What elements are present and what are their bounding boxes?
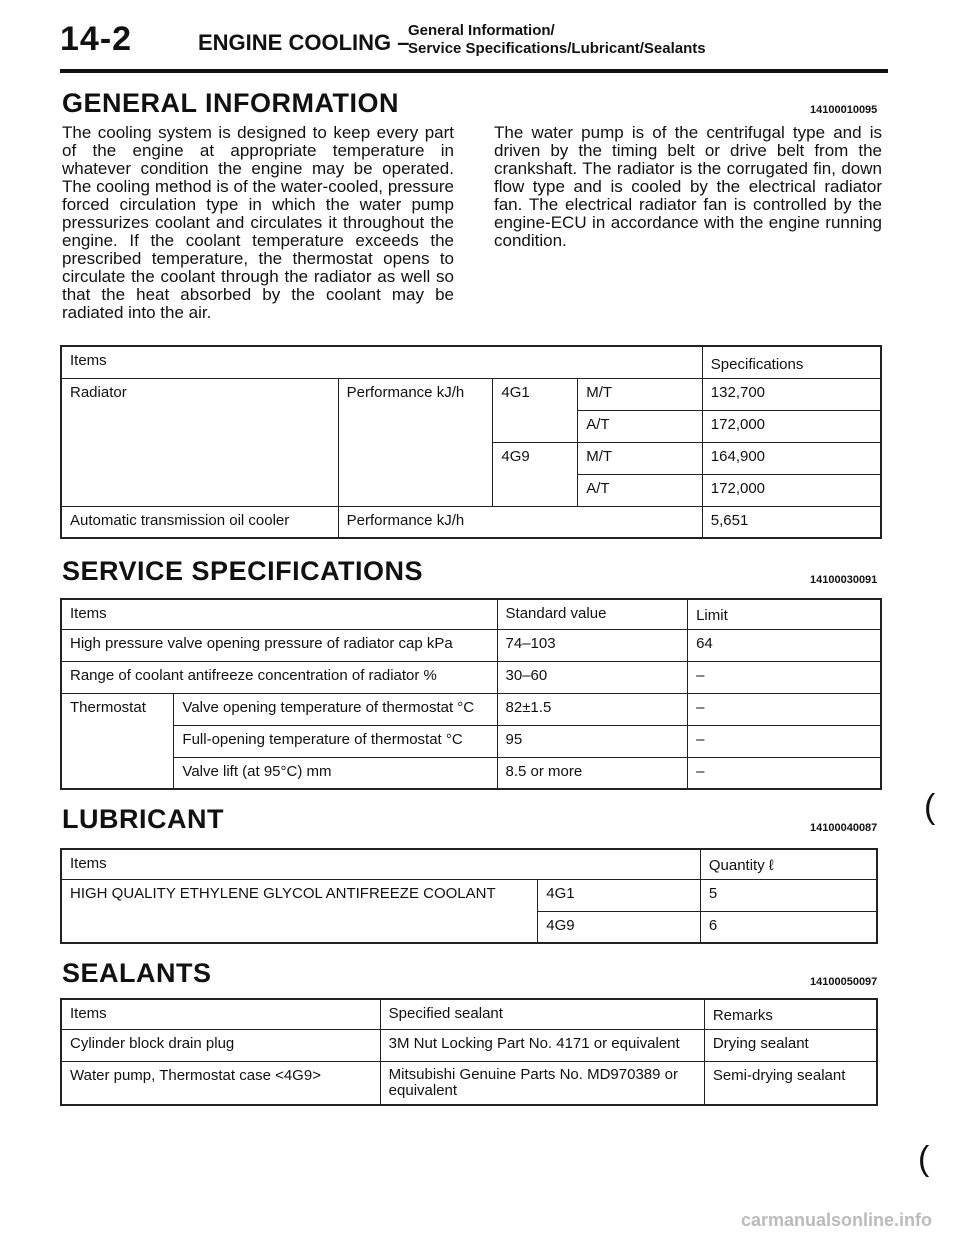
radiator-performance-label: Performance kJ/h xyxy=(338,378,493,506)
sealant-spec: 3M Nut Locking Part No. 4171 or equivalent xyxy=(380,1029,704,1061)
trans-mt: M/T xyxy=(578,378,703,410)
section-title-line1: General Information/ xyxy=(408,22,555,39)
sealants-table xyxy=(60,998,878,1106)
table-header-standard: Standard value xyxy=(497,599,688,629)
spec-limit: – xyxy=(688,661,881,693)
quantity-value: 5 xyxy=(700,879,877,911)
spec-limit: – xyxy=(688,757,881,789)
engine-4g9: 4G9 xyxy=(493,442,578,506)
general-information-heading: GENERAL INFORMATION xyxy=(62,88,399,118)
trans-at: A/T xyxy=(578,410,703,442)
spec-item: Full-opening temperature of thermostat °C xyxy=(174,725,497,757)
radiator-spec-table xyxy=(60,345,882,539)
spec-standard: 95 xyxy=(497,725,688,757)
engine-4g1: 4G1 xyxy=(493,378,578,442)
spec-item: Valve lift (at 95°C) mm xyxy=(174,757,497,789)
table-header-items: Items xyxy=(61,999,380,1029)
atoc-performance-label: Performance kJ/h xyxy=(338,506,702,538)
margin-mark: ( xyxy=(918,1140,930,1178)
radiator-value: 172,000 xyxy=(702,410,881,442)
header-rule xyxy=(60,69,888,73)
general-information-right-text: The water pump is of the centrifugal type and is driven by the timing belt or drive belt from the crankshaft. The radiator is the corrugated fin, down flow type and is cooled by the electrical radiator fan. The electrical radiator fan is controlled by the engine-ECU in accordance with the engine running condition. xyxy=(494,123,882,250)
engine-4g9: 4G9 xyxy=(538,911,701,943)
watermark: carmanualsonline.info xyxy=(740,1210,932,1230)
margin-mark: ( xyxy=(924,788,936,826)
spec-item: Range of coolant antifreeze concentration of radiator % xyxy=(61,661,497,693)
spec-standard: 8.5 or more xyxy=(497,757,688,789)
quantity-value: 6 xyxy=(700,911,877,943)
spec-standard: 82±1.5 xyxy=(497,693,688,725)
spec-item: Valve opening temperature of thermostat °C xyxy=(174,693,497,725)
spec-standard: 30–60 xyxy=(497,661,688,693)
coolant-label: HIGH QUALITY ETHYLENE GLYCOL ANTIFREEZE COOLANT xyxy=(61,879,538,943)
engine-4g1: 4G1 xyxy=(538,879,701,911)
spec-item: High pressure valve opening pressure of radiator cap kPa xyxy=(61,629,497,661)
thermostat-label: Thermostat xyxy=(61,693,174,789)
lubricant-heading: LUBRICANT xyxy=(62,804,224,834)
table-header-quantity: Quantity ℓ xyxy=(700,849,877,879)
lubricant-table xyxy=(60,848,878,944)
sealants-heading: SEALANTS xyxy=(62,958,212,988)
sealants-code: 14100050097 xyxy=(810,976,878,988)
table-header-items: Items xyxy=(61,346,702,378)
radiator-value: 172,000 xyxy=(702,474,881,506)
spec-limit: – xyxy=(688,725,881,757)
radiator-label: Radiator xyxy=(61,378,338,506)
table-header-specifications: Specifications xyxy=(702,346,881,378)
service-specifications-code: 14100030091 xyxy=(810,574,878,586)
section-title-line2: Service Specifications/Lubricant/Sealants xyxy=(408,40,706,57)
sealant-remark: Drying sealant xyxy=(704,1029,877,1061)
trans-mt: M/T xyxy=(578,442,703,474)
table-header-sealant: Specified sealant xyxy=(380,999,704,1029)
page-number: 14-2 xyxy=(60,20,133,58)
sealant-item: Water pump, Thermostat case <4G9> xyxy=(61,1061,380,1105)
table-header-items: Items xyxy=(61,599,497,629)
atoc-value: 5,651 xyxy=(702,506,881,538)
service-spec-table xyxy=(60,598,882,790)
table-header-remarks: Remarks xyxy=(704,999,877,1029)
lubricant-code: 14100040087 xyxy=(810,822,878,834)
general-information-left-text: The cooling system is designed to keep every part of the engine at appropriate temperature in whatever condition the engine may be operated. The cooling method is of the water-cooled, pressure forced circulation type in which the water pump pressurizes coolant and circulates it throughout the engine. If the coolant temperature exceeds the prescribed temperature, the thermostat opens to circulate the coolant through the radiator as well so that the heat absorbed by the coolant may be radiated into the air. xyxy=(62,123,454,322)
general-information-code: 14100010095 xyxy=(810,104,878,116)
sealant-spec: Mitsubishi Genuine Parts No. MD970389 or equivalent xyxy=(380,1061,704,1105)
sealant-item: Cylinder block drain plug xyxy=(61,1029,380,1061)
spec-limit: 64 xyxy=(688,629,881,661)
spec-standard: 74–103 xyxy=(497,629,688,661)
sealant-remark: Semi-drying sealant xyxy=(704,1061,877,1105)
chapter-title: ENGINE COOLING – xyxy=(198,30,410,55)
radiator-value: 164,900 xyxy=(702,442,881,474)
spec-limit: – xyxy=(688,693,881,725)
trans-at: A/T xyxy=(578,474,703,506)
radiator-value: 132,700 xyxy=(702,378,881,410)
table-header-items: Items xyxy=(61,849,700,879)
service-specifications-heading: SERVICE SPECIFICATIONS xyxy=(62,556,424,586)
table-header-limit: Limit xyxy=(688,599,881,629)
atoc-label: Automatic transmission oil cooler xyxy=(61,506,338,538)
